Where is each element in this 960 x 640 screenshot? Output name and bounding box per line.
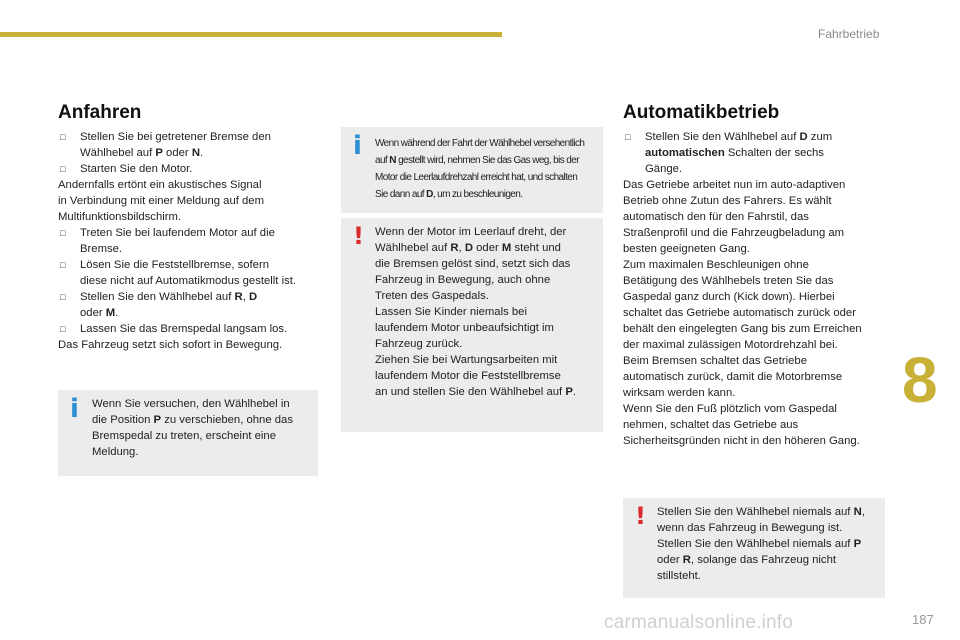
page-number: 187 [912,612,934,627]
box-text-line: Sie dann auf D, um zu beschleunigen. [375,189,523,200]
text-line: wirksam werden kann. [623,387,736,399]
text-line: automatisch zurück, damit die Motorbremse [623,371,843,383]
info-box-neutral [341,127,603,213]
text-line: nehmen, schaltet das Getriebe aus [623,419,799,431]
text-line: der maximal zulässigen Motordrehzahl bei. [623,339,838,351]
box-text-line: auf N gestellt wird, nehmen Sie das Gas weg, bis der [375,155,579,166]
text-line: Sicherheitsgründen nicht in den höheren Gang. [623,435,860,447]
text-line: Betätigung des Wählhebels treten Sie das [623,275,834,287]
text-line: Andernfalls ertönt ein akustisches Signal [58,179,262,191]
box-text-line: Fahrzeug in Bewegung, auch ohne [375,274,551,286]
box-text-line: Treten des Gaspedals. [375,290,489,302]
box-text-line: Wählhebel auf R, D oder M steht und [375,242,561,254]
warning-box-text [375,224,597,400]
box-text-line: Bremspedal zu treten, erscheint eine [92,430,276,442]
box-text-line: Motor die Leerlaufdrehzahl erreicht hat, und schalten [375,172,578,183]
text-line: Zum maximalen Beschleunigen ohne [623,259,809,271]
text-line: Beim Bremsen schaltet das Getriebe [623,355,807,367]
heading-anfahren: Anfahren [58,102,142,123]
box-text-line: Wenn Sie versuchen, den Wählhebel in [92,398,290,410]
box-text-line: Wenn während der Fahrt der Wählhebel versehentlich [375,138,585,149]
text-line: diese nicht auf Automatikmodus gestellt ist. [80,275,297,287]
text-line: Betrieb ohne Zutun des Fahrers. Es wählt [623,195,832,207]
box-text-line: Wenn der Motor im Leerlauf dreht, der [375,226,567,238]
text-line: Wenn Sie den Fuß plötzlich vom Gaspedal [623,403,837,415]
bullet-item: □ Starten Sie den Motor. [58,161,328,177]
warning-box-idle [341,218,603,432]
text-line: Gaspedal ganz durch (Kick down). Hierbei [623,291,835,303]
warning-icon: ! [635,502,646,530]
box-text-line: Ziehen Sie bei Wartungsarbeiten mit [375,354,558,366]
bullet-item: □ Stellen Sie bei getretener Bremse den [58,129,328,145]
text-line: in Verbindung mit einer Meldung auf dem [58,195,264,207]
box-text-line: Stellen Sie den Wählhebel niemals auf P [657,538,862,550]
automatik-text [623,129,893,449]
bullet-item: □ Treten Sie bei laufendem Motor auf die [58,225,328,241]
watermark: carmanualsonline.info [604,612,794,633]
text-line: Wählhebel auf P oder N. [80,147,204,159]
box-text-line: Fahrzeug zurück. [375,338,463,350]
bullet-item: □ Lösen Sie die Feststellbremse, sofern [58,257,328,273]
text-line: Das Fahrzeug setzt sich sofort in Bewegung. [58,339,283,351]
box-text-line: stillsteht. [657,570,701,582]
bullet-item: □ Lassen Sie das Bremspedal langsam los. [58,321,328,337]
text-line: besten geeigneten Gang. [623,243,750,255]
box-text-line: oder R, solange das Fahrzeug nicht [657,554,836,566]
box-text-line: die Bremsen gelöst sind, setzt sich das [375,258,571,270]
info-box-text [92,396,318,460]
heading-automatikbetrieb: Automatikbetrieb [623,102,780,123]
text-line: Straßenprofil und die Fahrzeugbeladung am [623,227,845,239]
text-line: Das Getriebe arbeitet nun im auto-adaptiven [623,179,846,191]
text-line: Multifunktionsbildschirm. [58,211,182,223]
chapter-number: 8 [902,344,938,416]
bullet-item: □ Stellen Sie den Wählhebel auf R, D [58,289,328,305]
box-text-line: Lassen Sie Kinder niemals bei [375,306,527,318]
info-box-text [375,135,601,203]
box-text-line: laufendem Motor die Feststellbremse [375,370,561,382]
box-text-line: Stellen Sie den Wählhebel niemals auf N, [657,506,865,518]
header-accent-bar [0,32,502,37]
text-line: Bremse. [80,243,123,255]
info-icon: i [70,394,79,424]
box-text-line: die Position P zu verschieben, ohne das [92,414,293,426]
text-line: automatischen Schalten der sechs [645,147,824,159]
section-label: Fahrbetrieb [818,27,880,41]
box-text-line: laufendem Motor unbeaufsichtigt im [375,322,554,334]
anfahren-text [58,129,328,353]
text-line: oder M. [80,307,119,319]
info-icon: i [353,131,362,161]
box-text-line: wenn das Fahrzeug in Bewegung ist. [657,522,843,534]
text-line: schaltet das Getriebe automatisch zurück oder [623,307,856,319]
warning-icon: ! [353,222,364,250]
box-text-line: Meldung. [92,446,139,458]
warning-box-text [657,504,881,584]
text-line: behält den eingelegten Gang bis zum Erreichen [623,323,862,335]
box-text-line: an und stellen Sie den Wählhebel auf P. [375,386,576,398]
text-line: automatisch den für den Fahrstil, das [623,211,809,223]
warning-box-selector [623,498,885,598]
text-line: Gänge. [645,163,683,175]
info-box-selector [58,390,318,476]
bullet-item: □ Stellen Sie den Wählhebel auf D zum [623,129,893,145]
